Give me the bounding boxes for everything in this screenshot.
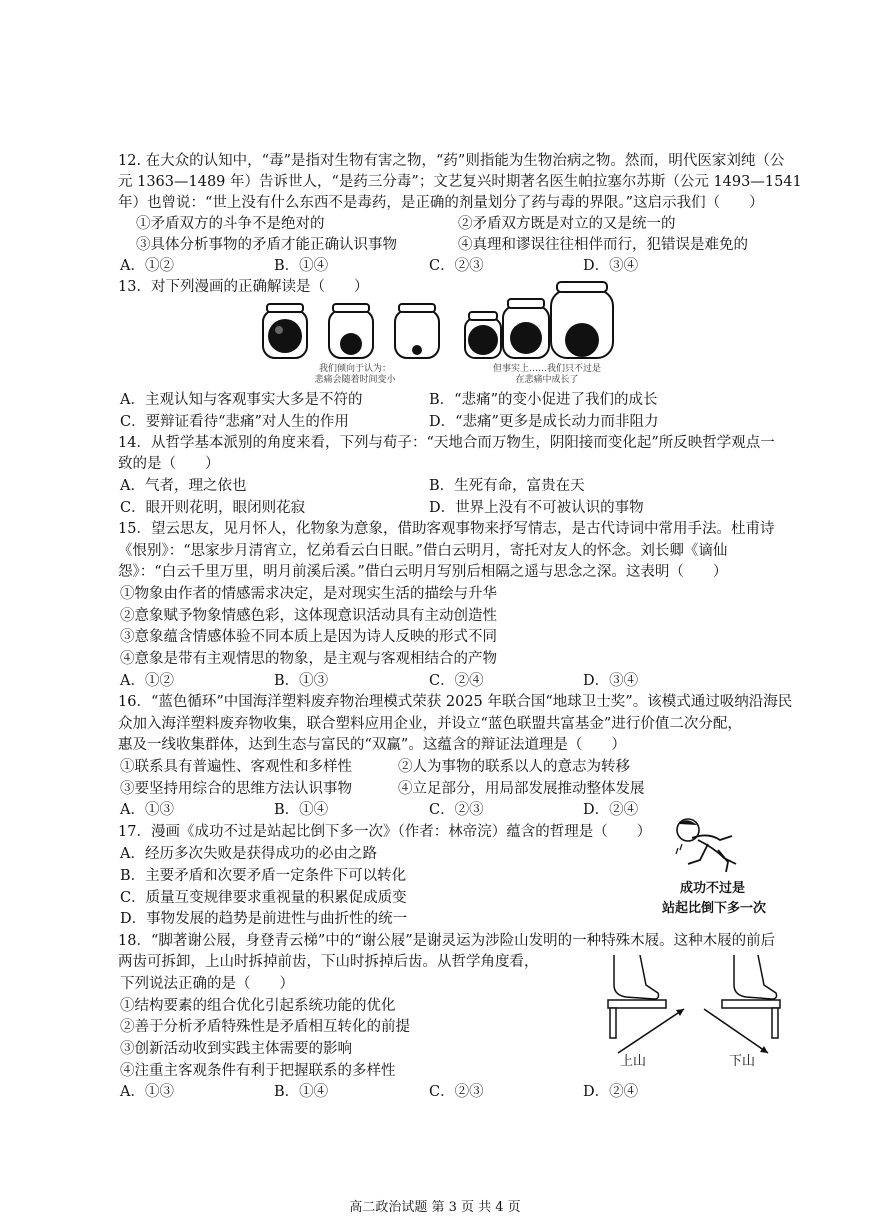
q18-label-uphill: 上山	[620, 1054, 647, 1069]
q16-option-c[interactable]: C．②③	[429, 802, 484, 818]
q18-stem-line-3: 下列说法正确的是（ ）	[120, 976, 294, 992]
jar-right-3	[551, 282, 613, 358]
q15-statement-1: ①物象由作者的情感需求决定，是对现实生活的描绘与升华	[120, 586, 497, 602]
q17-cartoon-caption-2: 站起比倒下多一次	[662, 901, 767, 916]
q15-statement-4: ④意象是带有主观情思的物象，是主观与客观相结合的产物	[120, 651, 497, 667]
q13-option-d[interactable]: D．“悲痛”更多是成长动力而非阻力	[429, 414, 659, 430]
q18-option-a[interactable]: A．①③	[120, 1084, 174, 1100]
q15-option-b[interactable]: B．①③	[274, 673, 329, 689]
q18-label-downhill: 下山	[729, 1054, 756, 1069]
jar-left-1	[263, 304, 307, 358]
q14-option-d[interactable]: D．世界上没有不可被认识的事物	[429, 500, 644, 516]
q12-statement-3: ③具体分析事物的矛盾才能正确认识事物	[136, 237, 397, 253]
q12-option-c[interactable]: C．②③	[429, 258, 484, 274]
q12-option-d[interactable]: D．③④	[583, 258, 639, 274]
q14-option-a[interactable]: A．气者，理之依也	[120, 478, 247, 494]
q13-option-c[interactable]: C．要辩证看待“悲痛”对人生的作用	[120, 414, 349, 430]
clog-uphill	[608, 955, 666, 1038]
q18-option-c[interactable]: C．②③	[429, 1084, 484, 1100]
q16-option-a[interactable]: A．①③	[120, 802, 174, 818]
q15-statement-2: ②意象赋予物象情感色彩，这体现意识活动具有主动创造性	[120, 608, 497, 624]
page-footer: 高二政治试题 第 3 页 共 4 页	[349, 1200, 521, 1215]
q14-option-c[interactable]: C．眼开则花明，眼闭则花寂	[120, 500, 306, 516]
q18-option-d[interactable]: D．②④	[583, 1084, 639, 1100]
q14-stem-line-1: 14．从哲学基本派别的角度来看，下列与荀子：“天地合而万物生，阴阳接而变化起”所反映哲学观点一	[118, 435, 775, 451]
q16-stem-line-1: 16．“蓝色循环”中国海洋塑料废弃物治理模式荣获 2025 年联合国“地球卫士奖”。该模式通过吸纳沿海民	[118, 694, 793, 710]
q17-stem: 17．漫画《成功不过是站起比倒下多一次》（作者：林帝浣）蕴含的哲理是（ ）	[118, 824, 652, 840]
q12-stem-line-1: 12. 在大众的认知中，“毒”是指对生物有害之物，“药”则指能为生物治病之物。然而，明代医家刘纯（公	[118, 153, 785, 169]
q18-statement-3: ③创新活动收到实践主体需要的影响	[120, 1041, 352, 1057]
jar-left-2	[329, 304, 373, 358]
q16-statement-2: ②人为事物的联系以人的意志为转移	[398, 759, 630, 775]
q12-statement-4: ④真理和谬误往往相伴而行，犯错误是难免的	[458, 237, 748, 253]
q13-option-b[interactable]: B．“悲痛”的变小促进了我们的成长	[429, 392, 658, 408]
q16-option-d[interactable]: D．②④	[583, 802, 639, 818]
q13-option-a[interactable]: A．主观认知与客观事实大多是不符的	[120, 392, 363, 408]
q16-stem-line-3: 惠及一线收集群体，达到生态与富民的“双赢”。这蕴含的辩证法道理是（ ）	[118, 737, 626, 753]
q18-clogs-diagram	[600, 955, 780, 1060]
q16-statement-1: ①联系具有普遍性、客观性和多样性	[120, 759, 352, 775]
q15-stem-line-2: 《恨别》：“思家步月清宵立，忆弟看云白日眠。”借白云明月，寄托对友人的怀念。刘长卿《谪仙	[118, 543, 728, 559]
q18-statement-4: ④注重主客观条件有利于把握联系的多样性	[120, 1063, 396, 1079]
q15-stem-line-3: 怨》：“白云千里万里，明月前溪后溪。”借白云明月写别后相隔之遥与思念之深。这表明（ ）	[118, 564, 728, 580]
q13-caption-right-1: 但事实上……我们只不过是	[492, 364, 601, 374]
q12-stem-line-3: 年）也曾说：“世上没有什么东西不是毒药，是正确的剂量划分了药与毒的界限。”这启示我们（ ）	[118, 195, 764, 211]
q17-cartoon-caption-1: 成功不过是	[680, 881, 746, 896]
q15-option-a[interactable]: A．①②	[120, 673, 174, 689]
q12-option-b[interactable]: B．①④	[274, 258, 329, 274]
q16-stem-line-2: 众加入海洋塑料废弃物收集，联合塑料应用企业，并设立“蓝色联盟共富基金”进行价值二次分配，	[118, 716, 742, 732]
jar-left-3	[395, 304, 439, 358]
q14-option-b[interactable]: B．生死有命，富贵在天	[429, 478, 585, 494]
q15-statement-3: ③意象蕴含情感体验不同本质上是因为诗人反映的形式不同	[120, 629, 497, 645]
clog-downhill	[722, 955, 780, 1038]
q14-stem-line-2: 致的是（ ）	[118, 456, 220, 472]
jar-right-2	[503, 299, 549, 358]
q18-stem-line-2: 两齿可拆卸，上山时拆掉前齿，下山时拆掉后齿。从哲学角度看，	[118, 954, 539, 970]
q12-statement-1: ①矛盾双方的斗争不是绝对的	[136, 216, 325, 232]
q15-option-d[interactable]: D．③④	[583, 673, 639, 689]
q18-stem-line-1: 18．“脚著谢公屐，身登青云梯”中的“谢公屐”是谢灵运为涉险山发明的一种特殊木屐。这种木屐的前后	[118, 933, 776, 949]
q18-option-b[interactable]: B．①④	[274, 1084, 329, 1100]
q17-option-a[interactable]: A．经历多次失败是获得成功的必由之路	[120, 846, 377, 862]
q13-caption-left-1: 我们倾向于认为：	[318, 364, 391, 374]
q13-caption-right-2: 在悲痛中成长了	[515, 375, 579, 385]
jar-right-1	[465, 312, 501, 358]
q17-option-c[interactable]: C．质量互变规律要求重视量的积累促成质变	[120, 890, 407, 906]
q17-cartoon-figure	[670, 814, 750, 876]
q12-stem-line-2: 元 1363—1489 年）告诉世人，“是药三分毒”；文艺复兴时期著名医生帕拉塞尔苏斯（公元 1493—1541	[118, 174, 802, 190]
q15-stem-line-1: 15．望云思友，见月怀人，化物象为意象，借助客观事物来抒写情志，是古代诗词中常用手法。杜甫诗	[118, 521, 775, 537]
q16-statement-4: ④立足部分，用局部发展推动整体发展	[398, 781, 645, 797]
q12-option-a[interactable]: A．①②	[120, 258, 174, 274]
q18-statement-1: ①结构要素的组合优化引起系统功能的优化	[120, 998, 396, 1014]
q13-caption-left-2: 悲痛会随着时间变小	[314, 375, 396, 385]
q13-jars-cartoon	[255, 282, 625, 362]
q18-statement-2: ②善于分析矛盾特殊性是矛盾相互转化的前提	[120, 1019, 410, 1035]
q17-option-d[interactable]: D．事物发展的趋势是前进性与曲折性的统一	[120, 911, 408, 927]
q16-statement-3: ③要坚持用综合的思维方法认识事物	[120, 781, 352, 797]
q13-stem: 13．对下列漫画的正确解读是（ ）	[118, 279, 369, 295]
q16-option-b[interactable]: B．①④	[274, 802, 329, 818]
q15-option-c[interactable]: C．②④	[429, 673, 484, 689]
q12-statement-2: ②矛盾双方既是对立的又是统一的	[458, 216, 676, 232]
q17-option-b[interactable]: B．主要矛盾和次要矛盾一定条件下可以转化	[120, 868, 407, 884]
